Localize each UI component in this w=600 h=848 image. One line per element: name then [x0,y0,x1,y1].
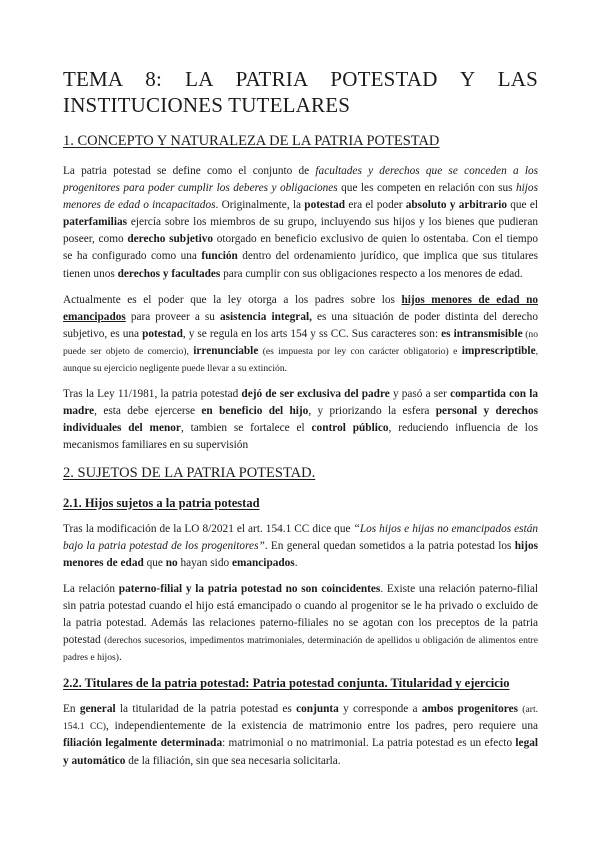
text-run-bold: es intransmisible [441,327,523,340]
text-run-bold: conjunta [296,703,339,716]
text-run-italic: facultades y derechos que se conceden a los progenitores para poder cumplir los deberes y obligaciones [63,165,538,195]
text-run-bold: personal y derechos individuales del menor [63,405,539,435]
paragraph-relacion-paterno-filial [63,581,538,666]
text-run-bold: paterno-filial y la patria potestad no son coincidentes [118,582,381,595]
text-run-italic: “Los hijos e hijas no emancipados están bajo la patria potestad de los progenitores” [63,522,539,552]
text-run: , tambien se fortalece el [180,422,312,435]
text-run: : matrimonial o no matrimonial. La patria potestad es un efecto [222,737,516,750]
text-run: para cumplir con sus obligaciones respecto a los menores de edad. [220,267,523,280]
text-run-italic: hijos menores de edad o incapacitados [63,182,538,212]
text-run: Actualmente es el poder que la ley otorga a los padres sobre los [63,293,402,306]
text-run-bold: filiación legalmente determinada [63,737,223,750]
text-run: que [143,556,166,569]
text-run: . [118,651,122,664]
text-run-bold: emancipados [231,556,295,569]
text-run: , y se regula en los arts 154 y ss CC. Sus caracteres son: [182,327,442,340]
section-heading-2: 2. SUJETOS DE LA PATRIA POTESTAD. [63,464,316,481]
text-run: La patria potestad se define como el conjunto de [63,165,316,177]
paragraph-titulares [63,701,538,769]
text-run: , reduciendo influencia de los mecanismos familiares en su supervisión [63,422,538,452]
text-run-bold: paterfamilias [63,216,128,229]
text-run-bold: derechos y facultades [117,267,221,280]
text-run: que les competen en relación con sus [337,182,516,195]
text-run: de la filiación, sin que sea necesaria solicitarla. [125,754,341,767]
text-run-bold: absoluto y arbitrario [405,199,508,212]
text-run-small: (art. 154.1 CC) [63,704,539,733]
text-run-bold: asistencia integral, [219,310,312,323]
text-run-bold: dejó de ser exclusiva del padre [241,388,390,401]
text-run-bold: no [165,556,178,569]
document-title: TEMA 8: LA PATRIA POTESTAD Y LAS INSTITUCIONES TUTELARES [63,67,538,117]
text-run: , esta debe ejercerse [94,405,202,418]
text-run-bold: compartida con la madre [63,388,538,418]
subsection-heading-2-2: 2.2. Titulares de la patria potestad: Patria potestad conjunta. Titularidad y ejercicio [63,676,510,691]
text-run-bold: función [201,250,238,263]
text-run: era el poder [345,199,406,212]
text-run: para proveer a su [125,310,220,323]
text-run: En [63,703,80,716]
text-run: , y priorizando la esfera [308,405,436,418]
text-run-bold: control público [311,422,389,435]
text-run: , independientemente de la existencia de matrimonio entre los padres, pero requiere una [105,720,538,733]
text-run-bold: ambos progenitores [421,703,518,716]
paragraph-hijos-sujetos [63,521,538,572]
text-run-small: (no puede ser objeto de comercio), [63,328,539,357]
text-run-bold: imprescriptible [461,344,536,357]
text-run-bold: hijos menores de edad [63,539,538,569]
text-run: que el [507,199,538,212]
text-run-bold: irrenunciable [193,344,259,357]
text-run: . En general quedan sometidos a la patria potestad los [264,539,515,552]
text-run: Tras la modificación de la LO 8/2021 el art. 154.1 CC dice que [63,522,354,535]
text-run-bold: potestad [304,199,346,212]
text-run: ejercía sobre los miembros de su grupo, incluyendo sus hijos y los bienes que pudieran poseer, como [63,216,538,246]
text-run: dentro del ordenamiento jurídico, que implica que sus titulares tienen unos [63,250,539,280]
text-run-small: (es impuesta por ley con carácter obligatorio) e [258,345,462,357]
text-run: la titularidad de la patria potestad es [115,703,297,716]
text-run: y pasó a ser [389,388,451,401]
text-run-small: (derechos sucesorios, impedimentos matrimoniales, determinación de apellidos u obligación de alimentos entre padres e hijos) [63,635,538,664]
text-run: hayan sido [177,556,232,569]
text-run: . Originalmente, la [215,199,305,212]
section-heading-1: 1. CONCEPTO Y NATURALEZA DE LA PATRIA POTESTAD [63,133,440,149]
text-run: Tras la Ley 11/1981, la patria potestad [63,388,242,401]
paragraph-ley-1981 [63,386,538,454]
text-run: La relación [63,582,119,595]
text-run: . Existe una relación paterno-filial sin patria potestad cuando el hijo está emancipado o cuando al progenitor se le ha privado o excluido de la patria potestad. Además las relaciones paterno-filiales no se agotan con los preceptos de la patria potestad [63,582,539,647]
text-run: . [294,556,298,569]
text-run-bold: general [79,703,116,716]
paragraph-concepto [63,163,538,283]
paragraph-actualmente [63,292,538,377]
text-run: es una situación de poder distinta del derecho subjetivo, es una [63,310,538,340]
text-run: y corresponde a [338,703,422,716]
text-run-bold: potestad [142,327,183,340]
text-run-bold: legal y automático [63,737,539,767]
text-run-bold: derecho subjetivo [127,233,214,246]
text-run-small: , aunque su ejercicio negligente puede llevar a su extinción. [63,345,538,375]
text-run-bold: en beneficio del hijo [201,405,309,418]
subsection-heading-2-1: 2.1. Hijos sujetos a la patria potestad [63,495,260,510]
text-run-bold-underlined: hijos menores de edad no emancipados [63,293,539,323]
text-run: otorgado en beneficio exclusivo de quien lo ostentaba. Con el tiempo se ha configurado como una [63,233,538,263]
